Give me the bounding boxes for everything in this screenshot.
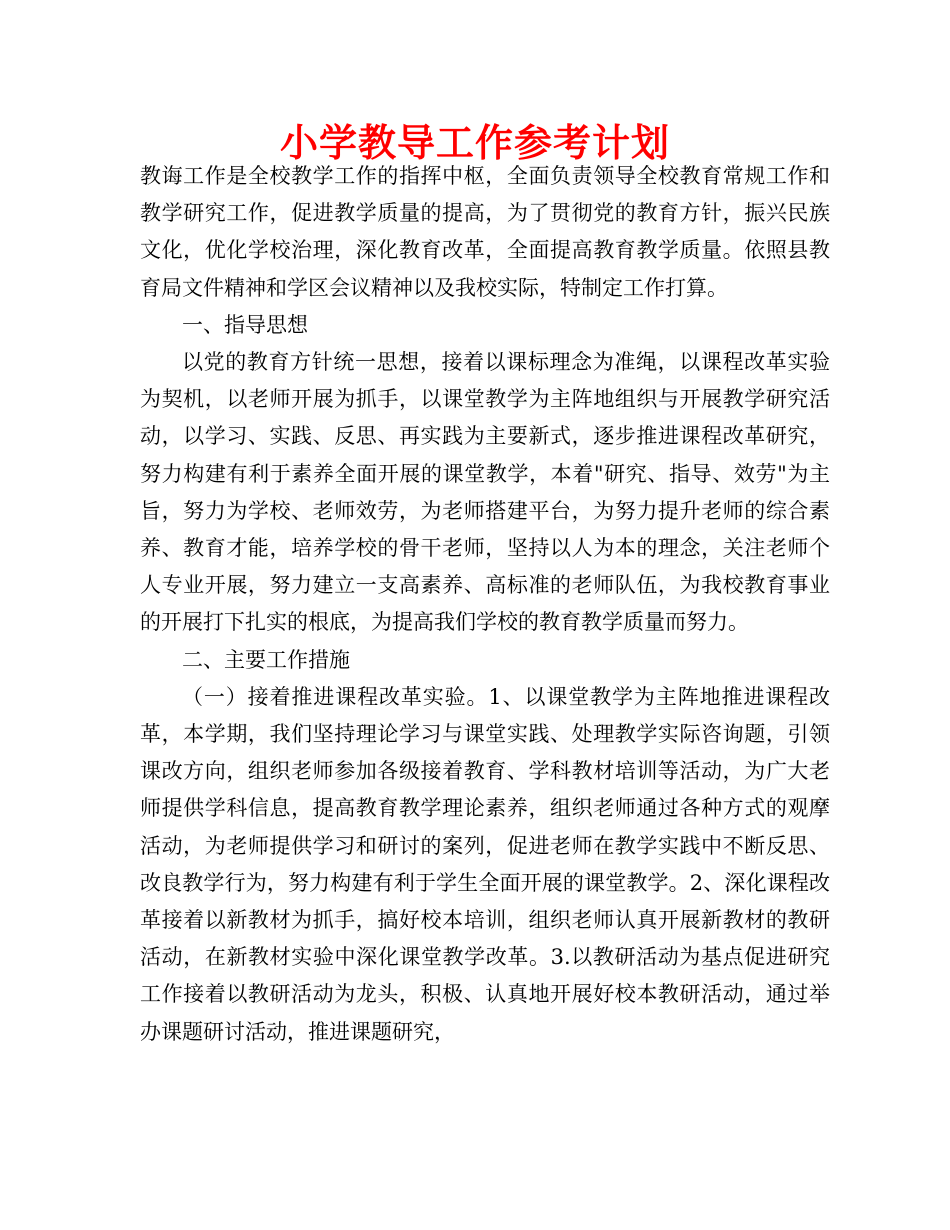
section-heading-guiding-ideology: 一、指导思想 xyxy=(182,312,308,337)
document-title: 小学教导工作参考计划 xyxy=(279,121,670,165)
guiding-ideology-paragraph: 以党的教育方针统一思想，接着以课标理念为准绳，以课程改革实验为契机，以老师开展为抓手，以课堂教学为主阵地组织与开展教学研究活动，以学习、实践、反思、再实践为主要新式，逐步推进课程改革研究，努力构建有利于素养全面开展的课堂教学，本着"研究、指导、效劳"为主旨，努力为学校、老师效劳，为老师搭建平台，为努力提升老师的综合素养、教育才能，培养学校的骨干老师，坚持以人为本的理念，关注老师个人专业开展，努力建立一支高素养、高标准的老师队伍，为我校教育事业的开展打下扎实的根底，为提高我们学校的教育教学质量而努力。 xyxy=(140,350,830,635)
section-heading-main-measures: 二、主要工作措施 xyxy=(182,647,350,672)
main-measures-paragraph: （一）接着推进课程改革实验。1、以课堂教学为主阵地推进课程改革，本学期，我们坚持理论学习与课堂实践、处理教学实际咨询题，引领课改方向，组织老师参加各级接着教育、学科教材培训等活动，为广大老师提供学科信息，提高教育教学理论素养，组织老师通过各种方式的观摩活动，为老师提供学习和研讨的案列，促进老师在教学实践中不断反思、改良教学行为，努力构建有利于学生全面开展的课堂教学。2、深化课程改革接着以新教材为抓手，搞好校本培训，组织老师认真开展新教材的教研活动，在新教材实验中深化课堂教学改革。3.以教研活动为基点促进研究工作接着以教研活动为龙头，积极、认真地开展好校本教研活动，通过举办课题研讨活动，推进课题研究， xyxy=(140,684,830,1044)
intro-paragraph: 教诲工作是全校教学工作的指挥中枢，全面负责领导全校教育常规工作和教学研究工作，促进教学质量的提高，为了贯彻党的教育方针，振兴民族文化，优化学校治理，深化教育改革，全面提高教育教学质量。依照县教育局文件精神和学区会议精神以及我校实际，特制定工作打算。 xyxy=(140,164,830,300)
document-body xyxy=(140,158,830,1051)
